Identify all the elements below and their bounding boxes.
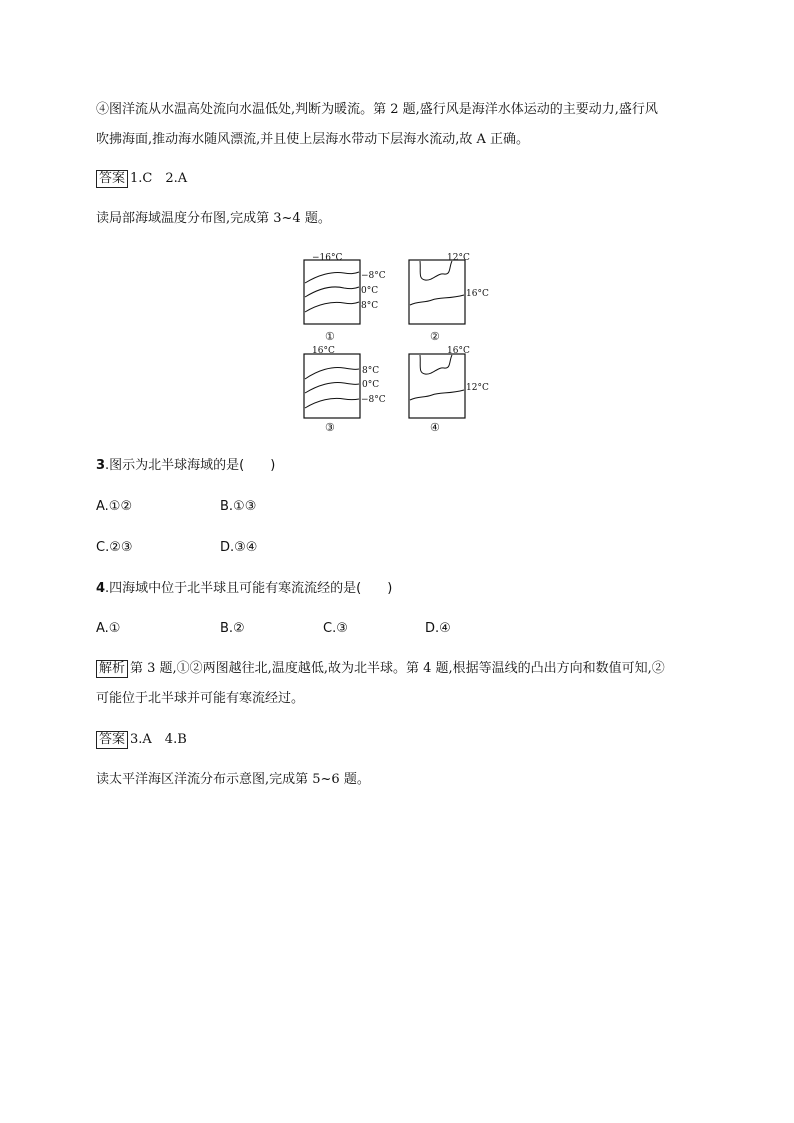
- panel-1: [304, 253, 386, 343]
- panel-3-label-a: 8°C: [362, 366, 380, 376]
- answer-tag: 答案: [96, 170, 128, 188]
- panel-3-top-label: 16°C: [312, 346, 335, 356]
- answer-text: 1.C 2.A: [130, 171, 188, 186]
- analysis-line-1: [96, 660, 665, 678]
- analysis-text-1: 第 3 题,①②两图越往北,温度越低,故为北半球。第 4 题,根据等温线的凸出方向和数值可知,②: [130, 661, 665, 676]
- panel-3-number: ③: [325, 421, 335, 434]
- panel-1-number: ①: [325, 330, 335, 343]
- panel-4-top-label: 16°C: [447, 346, 470, 356]
- panel-4: [409, 346, 489, 434]
- panel-1-label-c: 8°C: [361, 301, 379, 311]
- question-3-stem: [96, 457, 275, 475]
- panel-3-label-c: −8°C: [361, 395, 386, 405]
- panel-3-label-b: 0°C: [362, 380, 380, 390]
- intro-q5-6: 读太平洋海区洋流分布示意图,完成第 5~6 题。: [96, 772, 370, 787]
- q3-option-a[interactable]: A.①②: [96, 499, 133, 514]
- panel-2-top-label: 12°C: [447, 253, 470, 263]
- question-4-number: 4: [96, 581, 106, 596]
- q3-option-c[interactable]: C.②③: [96, 540, 133, 555]
- answer-row-1: [96, 170, 187, 188]
- question-3-text: .图示为北半球海域的是( ): [105, 458, 276, 473]
- answer-text-2: 3.A 4.B: [130, 732, 187, 747]
- intro-q3-4: 读局部海域温度分布图,完成第 3~4 题。: [96, 211, 331, 226]
- q4-option-c[interactable]: C.③: [323, 621, 348, 636]
- q3-option-b[interactable]: B.①③: [220, 499, 257, 514]
- panel-4-number: ④: [430, 421, 440, 434]
- question-4-text: .四海域中位于北半球且可能有寒流流经的是( ): [105, 581, 393, 596]
- panel-1-top-label: −16°C: [312, 253, 343, 263]
- explanation-line-1: ④图洋流从水温高处流向水温低处,判断为暖流。第 2 题,盛行风是海洋水体运动的主要动力,盛行风: [96, 102, 658, 117]
- panel-2: [409, 253, 489, 343]
- analysis-tag: 解析: [96, 660, 128, 678]
- q4-option-a[interactable]: A.①: [96, 621, 121, 636]
- answer-tag-2: 答案: [96, 731, 128, 749]
- panel-3: [304, 346, 386, 434]
- panel-4-label-a: 12°C: [466, 383, 489, 393]
- panel-1-label-a: −8°C: [361, 271, 386, 281]
- isotherm-figure: [0, 245, 794, 445]
- question-3-number: 3: [96, 458, 106, 473]
- panel-2-label-a: 16°C: [466, 289, 489, 299]
- q4-option-b[interactable]: B.②: [220, 621, 245, 636]
- panel-1-label-b: 0°C: [361, 286, 379, 296]
- q4-option-d[interactable]: D.④: [425, 621, 451, 636]
- q3-option-d[interactable]: D.③④: [220, 540, 258, 555]
- explanation-line-2: 吹拂海面,推动海水随风漂流,并且使上层海水带动下层海水流动,故 A 正确。: [96, 132, 530, 147]
- answer-row-2: [96, 731, 187, 749]
- analysis-line-2: 可能位于北半球并可能有寒流经过。: [96, 691, 305, 706]
- panel-2-number: ②: [430, 330, 440, 343]
- question-4-stem: [96, 580, 392, 598]
